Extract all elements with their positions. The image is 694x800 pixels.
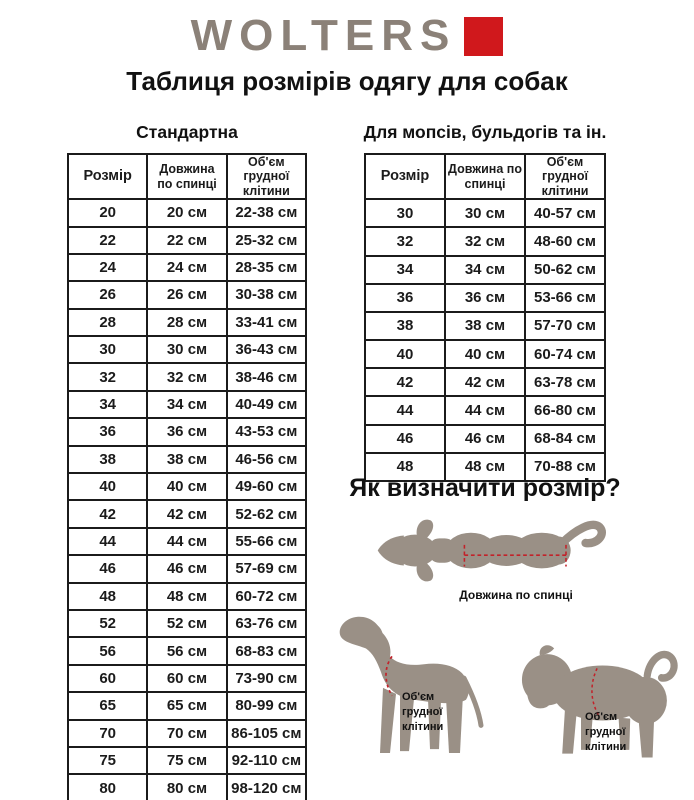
table-cell: 40 см bbox=[147, 473, 226, 500]
table-cell: 70 bbox=[68, 720, 147, 747]
table-cell: 30 см bbox=[445, 199, 525, 227]
table-cell: 34 bbox=[68, 391, 147, 418]
brand-logo-red-square-icon bbox=[464, 17, 503, 56]
table-row bbox=[365, 312, 605, 340]
table-cell: 52 см bbox=[147, 610, 226, 637]
table-cell: 40-49 см bbox=[227, 391, 306, 418]
brand-logo-text: WOLTERS bbox=[190, 11, 457, 60]
table-cell: 70 см bbox=[147, 720, 226, 747]
table-cell: 48-60 см bbox=[525, 227, 605, 255]
table-cell: 48 см bbox=[147, 583, 226, 610]
table-cell: 60-72 см bbox=[227, 583, 306, 610]
table-cell: 60 см bbox=[147, 665, 226, 692]
table-cell: 57-70 см bbox=[525, 312, 605, 340]
table-row bbox=[68, 363, 306, 390]
table-cell: 75 bbox=[68, 747, 147, 774]
table-cell: 30 см bbox=[147, 336, 226, 363]
table-cell: 73-90 см bbox=[227, 665, 306, 692]
table-cell: 20 см bbox=[147, 199, 226, 226]
table-cell: 38 см bbox=[445, 312, 525, 340]
table-cell: 44 bbox=[365, 396, 445, 424]
table-row bbox=[68, 281, 306, 308]
pugs-size-table bbox=[364, 153, 606, 482]
table-row bbox=[68, 446, 306, 473]
table-row bbox=[68, 637, 306, 664]
table-row bbox=[68, 500, 306, 527]
table-row bbox=[365, 368, 605, 396]
pugs-table-title: Для мопсів, бульдогів та ін. bbox=[363, 122, 607, 142]
table-cell: 32 см bbox=[147, 363, 226, 390]
table-cell: 30 bbox=[68, 336, 147, 363]
table-cell: 40 bbox=[68, 473, 147, 500]
table-cell: 44 см bbox=[445, 396, 525, 424]
column-header: Об'єм грудної клітини bbox=[525, 154, 605, 199]
table-cell: 65 bbox=[68, 692, 147, 719]
table-cell: 53-66 см bbox=[525, 284, 605, 312]
table-cell: 40-57 см bbox=[525, 199, 605, 227]
table-cell: 92-110 см bbox=[227, 747, 306, 774]
table-cell: 70-88 см bbox=[525, 453, 605, 481]
table-row bbox=[68, 665, 306, 692]
table-cell: 22 bbox=[68, 227, 147, 254]
table-cell: 56 см bbox=[147, 637, 226, 664]
table-cell: 46 см bbox=[445, 425, 525, 453]
column-header: Довжина по спинці bbox=[147, 154, 226, 199]
table-cell: 32 bbox=[68, 363, 147, 390]
table-row bbox=[365, 340, 605, 368]
column-header: Розмір bbox=[68, 154, 147, 199]
table-cell: 63-78 см bbox=[525, 368, 605, 396]
table-cell: 80 см bbox=[147, 774, 226, 800]
table-cell: 80-99 см bbox=[227, 692, 306, 719]
table-cell: 48 bbox=[365, 453, 445, 481]
table-row bbox=[68, 692, 306, 719]
table-row bbox=[365, 227, 605, 255]
back-length-label: Довжина по спинці bbox=[459, 588, 573, 602]
table-cell: 46 bbox=[68, 555, 147, 582]
table-cell: 22-38 см bbox=[227, 199, 306, 226]
table-cell: 33-41 см bbox=[227, 309, 306, 336]
table-row bbox=[365, 199, 605, 227]
table-row bbox=[365, 284, 605, 312]
table-cell: 98-120 см bbox=[227, 774, 306, 800]
table-cell: 36 см bbox=[147, 418, 226, 445]
table-row bbox=[68, 199, 306, 226]
table-cell: 68-83 см bbox=[227, 637, 306, 664]
table-cell: 63-76 см bbox=[227, 610, 306, 637]
table-row bbox=[365, 425, 605, 453]
table-cell: 22 см bbox=[147, 227, 226, 254]
table-row bbox=[68, 227, 306, 254]
page-title: Таблиця розмірів одягу для собак bbox=[126, 66, 568, 96]
table-cell: 28 bbox=[68, 309, 147, 336]
table-cell: 28 см bbox=[147, 309, 226, 336]
table-cell: 34 см bbox=[445, 256, 525, 284]
table-row bbox=[68, 555, 306, 582]
table-row bbox=[68, 391, 306, 418]
table-cell: 24 bbox=[68, 254, 147, 281]
standard-table-title: Стандартна bbox=[136, 122, 238, 142]
table-cell: 34 bbox=[365, 256, 445, 284]
table-header-row bbox=[365, 154, 605, 199]
table-cell: 30 bbox=[365, 199, 445, 227]
column-header: Довжина по спинці bbox=[445, 154, 525, 199]
table-cell: 26 см bbox=[147, 281, 226, 308]
table-cell: 75 см bbox=[147, 747, 226, 774]
table-cell: 57-69 см bbox=[227, 555, 306, 582]
dog-top-view-illustration bbox=[374, 513, 607, 588]
table-cell: 48 bbox=[68, 583, 147, 610]
table-cell: 36 bbox=[365, 284, 445, 312]
table-cell: 65 см bbox=[147, 692, 226, 719]
table-row bbox=[365, 256, 605, 284]
table-row bbox=[68, 774, 306, 800]
table-cell: 38 см bbox=[147, 446, 226, 473]
table-cell: 56 bbox=[68, 637, 147, 664]
table-cell: 32 см bbox=[445, 227, 525, 255]
table-row bbox=[68, 418, 306, 445]
table-cell: 50-62 см bbox=[525, 256, 605, 284]
table-row bbox=[68, 747, 306, 774]
chest-volume-label: Об'єм грудної клітини bbox=[585, 711, 627, 753]
table-row bbox=[68, 254, 306, 281]
table-cell: 40 bbox=[365, 340, 445, 368]
table-cell: 32 bbox=[365, 227, 445, 255]
table-cell: 48 см bbox=[445, 453, 525, 481]
table-cell: 52 bbox=[68, 610, 147, 637]
table-cell: 42 bbox=[68, 500, 147, 527]
table-cell: 25-32 см bbox=[227, 227, 306, 254]
table-cell: 68-84 см bbox=[525, 425, 605, 453]
table-cell: 28-35 см bbox=[227, 254, 306, 281]
table-cell: 38 bbox=[365, 312, 445, 340]
table-cell: 42 см bbox=[147, 500, 226, 527]
table-cell: 46 bbox=[365, 425, 445, 453]
brand-logo bbox=[0, 11, 694, 60]
table-row bbox=[68, 473, 306, 500]
table-row bbox=[68, 720, 306, 747]
chest-volume-label: Об'єм грудної клітини bbox=[402, 691, 444, 733]
table-row bbox=[68, 583, 306, 610]
table-cell: 66-80 см bbox=[525, 396, 605, 424]
table-cell: 44 bbox=[68, 528, 147, 555]
table-cell: 55-66 см bbox=[227, 528, 306, 555]
table-cell: 36 bbox=[68, 418, 147, 445]
table-cell: 49-60 см bbox=[227, 473, 306, 500]
table-cell: 52-62 см bbox=[227, 500, 306, 527]
table-cell: 34 см bbox=[147, 391, 226, 418]
column-header: Об'єм грудної клітини bbox=[227, 154, 306, 199]
table-cell: 38 bbox=[68, 446, 147, 473]
table-cell: 26 bbox=[68, 281, 147, 308]
table-cell: 60 bbox=[68, 665, 147, 692]
table-cell: 36 см bbox=[445, 284, 525, 312]
table-cell: 60-74 см bbox=[525, 340, 605, 368]
table-cell: 40 см bbox=[445, 340, 525, 368]
table-cell: 43-53 см bbox=[227, 418, 306, 445]
table-row bbox=[68, 610, 306, 637]
table-cell: 42 см bbox=[445, 368, 525, 396]
table-row bbox=[68, 528, 306, 555]
table-cell: 36-43 см bbox=[227, 336, 306, 363]
table-cell: 86-105 см bbox=[227, 720, 306, 747]
how-to-heading: Як визначити розмір? bbox=[349, 474, 621, 502]
table-cell: 80 bbox=[68, 774, 147, 800]
table-cell: 42 bbox=[365, 368, 445, 396]
table-header-row bbox=[68, 154, 306, 199]
table-row bbox=[68, 336, 306, 363]
table-cell: 24 см bbox=[147, 254, 226, 281]
table-cell: 46-56 см bbox=[227, 446, 306, 473]
standard-size-table bbox=[67, 153, 307, 800]
table-cell: 20 bbox=[68, 199, 147, 226]
table-row bbox=[365, 396, 605, 424]
table-cell: 38-46 см bbox=[227, 363, 306, 390]
table-cell: 46 см bbox=[147, 555, 226, 582]
table-cell: 30-38 см bbox=[227, 281, 306, 308]
column-header: Розмір bbox=[365, 154, 445, 199]
table-row bbox=[68, 309, 306, 336]
table-cell: 44 см bbox=[147, 528, 226, 555]
